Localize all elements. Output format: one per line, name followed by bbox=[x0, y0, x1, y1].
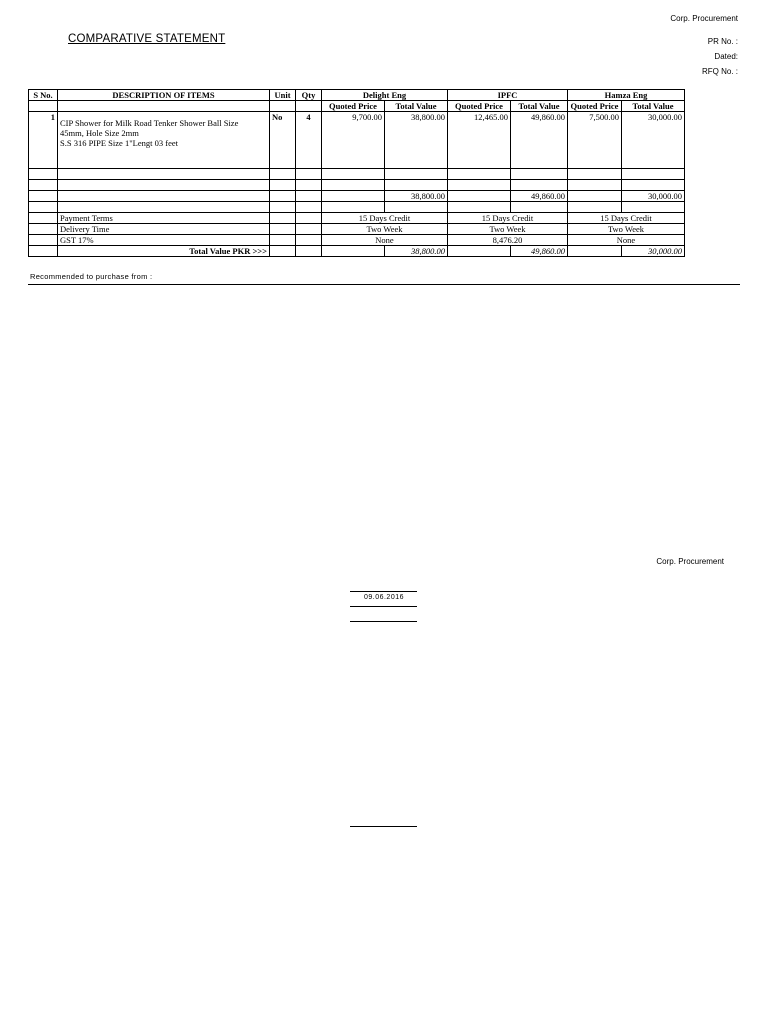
signature-line bbox=[350, 621, 417, 622]
total-value: 38,800.00 bbox=[385, 246, 448, 257]
empty-cell bbox=[270, 180, 296, 191]
empty-cell bbox=[511, 202, 568, 213]
empty-cell bbox=[448, 180, 511, 191]
rfq-no-label: RFQ No. : bbox=[701, 67, 738, 76]
empty-cell bbox=[296, 180, 322, 191]
empty-cell bbox=[270, 101, 296, 112]
pr-no-label: PR No. : bbox=[707, 37, 738, 46]
recommended-divider bbox=[28, 284, 740, 285]
empty-cell bbox=[270, 191, 296, 202]
total-value-header: Total Value bbox=[511, 101, 568, 112]
empty-cell bbox=[29, 191, 58, 202]
empty-cell bbox=[622, 202, 685, 213]
empty-cell bbox=[29, 224, 58, 235]
signature-line bbox=[350, 591, 417, 592]
blank-row bbox=[29, 180, 685, 191]
department-label-bottom: Corp. Procurement bbox=[656, 557, 724, 566]
col-description-header: DESCRIPTION OF ITEMS bbox=[58, 90, 270, 101]
empty-cell bbox=[568, 202, 622, 213]
payment-terms-row bbox=[29, 213, 685, 224]
total-label: Total Value PKR >>> bbox=[58, 246, 270, 257]
col-sno-header: S No. bbox=[29, 90, 58, 101]
empty-cell bbox=[322, 169, 385, 180]
signature-date: 09.06.2016 bbox=[363, 594, 405, 601]
total-value: 30,000.00 bbox=[622, 246, 685, 257]
signature-line bbox=[350, 606, 417, 607]
item-description-line: 45mm, Hole Size 2mm bbox=[60, 128, 139, 138]
quoted-price-cell: 12,465.00 bbox=[448, 112, 511, 169]
delivery-time-value: Two Week bbox=[322, 224, 448, 235]
item-description bbox=[58, 112, 270, 169]
empty-cell bbox=[622, 180, 685, 191]
empty-cell bbox=[448, 202, 511, 213]
empty-cell bbox=[296, 101, 322, 112]
empty-cell bbox=[58, 191, 270, 202]
empty-cell bbox=[296, 246, 322, 257]
gst-value: None bbox=[568, 235, 685, 246]
empty-cell bbox=[385, 202, 448, 213]
empty-cell bbox=[296, 169, 322, 180]
quoted-price-header: Quoted Price bbox=[568, 101, 622, 112]
item-row bbox=[29, 112, 685, 169]
item-unit: No bbox=[270, 112, 296, 169]
empty-cell bbox=[296, 191, 322, 202]
page-title: COMPARATIVE STATEMENT bbox=[68, 33, 226, 45]
payment-terms-value: 15 Days Credit bbox=[322, 213, 448, 224]
quoted-price-cell: 9,700.00 bbox=[322, 112, 385, 169]
empty-cell bbox=[622, 169, 685, 180]
empty-cell bbox=[568, 246, 622, 257]
col-qty-header: Qty bbox=[296, 90, 322, 101]
quoted-price-header: Quoted Price bbox=[448, 101, 511, 112]
empty-cell bbox=[568, 180, 622, 191]
col-unit-header: Unit bbox=[270, 90, 296, 101]
payment-terms-value: 15 Days Credit bbox=[568, 213, 685, 224]
vendor-header-2: IPFC bbox=[448, 90, 568, 101]
empty-cell bbox=[29, 213, 58, 224]
empty-cell bbox=[296, 224, 322, 235]
delivery-time-value: Two Week bbox=[568, 224, 685, 235]
subheader-row bbox=[29, 101, 685, 112]
total-value-cell: 49,860.00 bbox=[511, 112, 568, 169]
subtotal-cell: 30,000.00 bbox=[622, 191, 685, 202]
empty-cell bbox=[296, 213, 322, 224]
header-row bbox=[29, 90, 685, 101]
subtotal-cell: 49,860.00 bbox=[511, 191, 568, 202]
empty-cell bbox=[29, 202, 58, 213]
gst-value: None bbox=[322, 235, 448, 246]
empty-cell bbox=[29, 180, 58, 191]
gst-label: GST 17% bbox=[58, 235, 270, 246]
empty-cell bbox=[385, 169, 448, 180]
total-row bbox=[29, 246, 685, 257]
empty-cell bbox=[29, 235, 58, 246]
empty-cell bbox=[29, 101, 58, 112]
empty-cell bbox=[29, 246, 58, 257]
empty-cell bbox=[322, 246, 385, 257]
empty-cell bbox=[270, 224, 296, 235]
empty-cell bbox=[296, 202, 322, 213]
empty-cell bbox=[511, 169, 568, 180]
recommended-label: Recommended to purchase from : bbox=[30, 272, 153, 281]
blank-row bbox=[29, 169, 685, 180]
department-label-top: Corp. Procurement bbox=[670, 14, 738, 23]
empty-cell bbox=[270, 235, 296, 246]
empty-cell bbox=[568, 169, 622, 180]
vendor-header-3: Hamza Eng bbox=[568, 90, 685, 101]
empty-cell bbox=[511, 180, 568, 191]
item-description-line: S.S 316 PIPE Size 1"Lengt 03 feet bbox=[60, 138, 178, 148]
total-value: 49,860.00 bbox=[511, 246, 568, 257]
empty-cell bbox=[58, 169, 270, 180]
empty-cell bbox=[58, 180, 270, 191]
dated-label: Dated: bbox=[714, 52, 738, 61]
blank-row bbox=[29, 202, 685, 213]
empty-cell bbox=[58, 101, 270, 112]
empty-cell bbox=[448, 246, 511, 257]
total-value-header: Total Value bbox=[622, 101, 685, 112]
item-sno: 1 bbox=[29, 112, 58, 169]
subtotal-row bbox=[29, 191, 685, 202]
empty-cell bbox=[270, 213, 296, 224]
empty-cell bbox=[270, 169, 296, 180]
quoted-price-header: Quoted Price bbox=[322, 101, 385, 112]
empty-cell bbox=[448, 191, 511, 202]
total-value-cell: 30,000.00 bbox=[622, 112, 685, 169]
empty-cell bbox=[296, 235, 322, 246]
gst-value: 8,476.20 bbox=[448, 235, 568, 246]
total-value-cell: 38,800.00 bbox=[385, 112, 448, 169]
empty-cell bbox=[270, 202, 296, 213]
item-description-line: CIP Shower for Milk Road Tenker Shower Ball Size bbox=[60, 118, 239, 128]
gst-row bbox=[29, 235, 685, 246]
total-value-header: Total Value bbox=[385, 101, 448, 112]
vendor-header-1: Delight Eng bbox=[322, 90, 448, 101]
payment-terms-label: Payment Terms bbox=[58, 213, 270, 224]
empty-cell bbox=[58, 202, 270, 213]
signature-line bbox=[350, 826, 417, 827]
subtotal-cell: 38,800.00 bbox=[385, 191, 448, 202]
empty-cell bbox=[322, 180, 385, 191]
comparison-table bbox=[28, 89, 685, 257]
quoted-price-cell: 7,500.00 bbox=[568, 112, 622, 169]
empty-cell bbox=[568, 191, 622, 202]
empty-cell bbox=[385, 180, 448, 191]
empty-cell bbox=[29, 169, 58, 180]
payment-terms-value: 15 Days Credit bbox=[448, 213, 568, 224]
delivery-time-label: Delivery Time bbox=[58, 224, 270, 235]
empty-cell bbox=[322, 191, 385, 202]
empty-cell bbox=[270, 246, 296, 257]
empty-cell bbox=[322, 202, 385, 213]
delivery-time-value: Two Week bbox=[448, 224, 568, 235]
delivery-time-row bbox=[29, 224, 685, 235]
empty-cell bbox=[448, 169, 511, 180]
item-qty: 4 bbox=[296, 112, 322, 169]
